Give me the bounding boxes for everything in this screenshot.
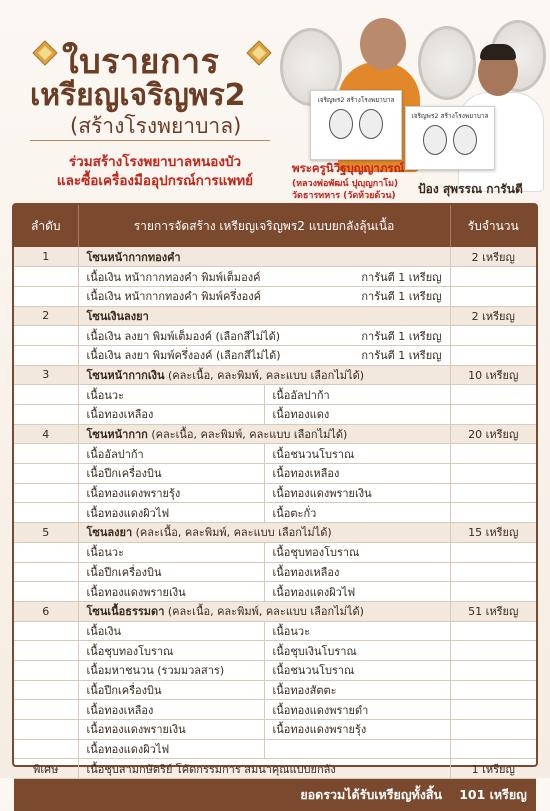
zone-name: โซนหน้ากากเงิน	[86, 368, 165, 382]
zone-number: 6	[14, 601, 78, 621]
item-name: เนื้อทองแดงพรายรุ้ง	[264, 720, 450, 740]
special-item: เนื้อชุบสามกษัตริย์ โค้ดกรรมการ สมนาคุณแบบยกลัง	[78, 759, 450, 779]
zone-header-row	[14, 247, 536, 267]
item-name: เนื้อทองแดง	[264, 405, 450, 425]
item-row	[14, 582, 536, 602]
item-name: เนื้อนวะ	[264, 621, 450, 641]
item-name: เนื้อปีกเครื่องบิน	[78, 562, 264, 582]
item-cell	[78, 286, 450, 306]
item-row	[14, 542, 536, 562]
total-row	[14, 779, 536, 811]
item-name: เนื้อมหาชนวน (รวมมวลสาร)	[78, 660, 264, 680]
item-name: เนื้อทองแดงพรายเงิน	[78, 720, 264, 740]
item-row	[14, 720, 536, 740]
zone-header-row	[14, 523, 536, 543]
header	[0, 0, 550, 200]
item-row	[14, 345, 536, 365]
monk-caption: พระครูนิวิฐบุญญาภรณ์	[292, 161, 405, 175]
card-title: เจริญพร2 สร้างโรงพยาบาล	[317, 96, 395, 104]
item-name: เนื้อทองแดงผิวไฟ	[264, 582, 450, 602]
zone-name: โซนลงยา	[86, 526, 133, 540]
item-row	[14, 483, 536, 503]
man-caption: ป้อง สุพรรณ การันตี	[418, 182, 523, 196]
header-item: รายการจัดสร้าง เหรียญเจริญพร2 แบบยกลังลุ้นเนื้อ	[78, 205, 450, 247]
card-title: เจริญพร2 สร้างโรงพยาบาล	[411, 112, 489, 120]
divider	[30, 140, 270, 141]
item-cell	[78, 345, 450, 365]
item-row	[14, 660, 536, 680]
zone-qty: 2 เหรียญ	[450, 306, 536, 326]
special-qty: 1 เหรียญ	[450, 759, 536, 779]
zone-name-cell	[78, 523, 450, 543]
item-name: เนื้อชุบทองโบราณ	[264, 542, 450, 562]
zone-qty: 15 เหรียญ	[450, 523, 536, 543]
item-guarantee: การันตี 1 เหรียญ	[361, 290, 442, 304]
item-name: เนื้อชุบเงินโบราณ	[264, 641, 450, 661]
header-no: ลำดับ	[14, 205, 78, 247]
item-name: เนื้อชนวนโบราณ	[264, 660, 450, 680]
zone-name-cell	[78, 365, 450, 385]
cta-line-1: ร่วมสร้างโรงพยาบาลหนองบัว	[68, 154, 242, 170]
item-row	[14, 385, 536, 405]
item-name: เนื้อทองแดงพรายเงิน	[78, 582, 264, 602]
page-subtitle: เหรียญเจริญพร2	[30, 78, 246, 113]
item-name	[264, 739, 450, 759]
total-label: ยอดรวมได้รับเหรียญทั้งสิ้น	[78, 779, 450, 811]
monk-head	[360, 18, 406, 70]
item-cell	[78, 267, 450, 287]
item-name: เนื้ออัลปาก้า	[264, 385, 450, 405]
monk-caption-3: วัดธารทหาร (วัดห้วยด้วน)	[292, 191, 396, 201]
zone-name-cell	[78, 601, 450, 621]
promo-photo	[280, 10, 550, 200]
zone-name-cell	[78, 247, 450, 267]
item-name: เนื้อตะกั่ว	[264, 503, 450, 523]
zone-name-cell	[78, 306, 450, 326]
page-subtitle-paren: (สร้างโรงพยาบาล)	[70, 114, 242, 138]
item-name: เนื้อเงิน หน้ากากทองคำ พิมพ์ครึ่งองค์	[86, 290, 261, 304]
zone-header-row	[14, 424, 536, 444]
zone-name: โซนเนื้อธรรมดา	[86, 605, 165, 619]
medal-back-icon	[453, 125, 477, 155]
item-name: เนื้อเงิน ลงยา พิมพ์ครึ่งองค์ (เลือกสีไม่ได้)	[86, 349, 281, 363]
item-row	[14, 464, 536, 484]
zone-name: โซนหน้ากาก	[86, 428, 148, 442]
monk-caption-2: (หลวงพ่อพัฒน์ ปุญฺญกาโม)	[292, 179, 399, 189]
zone-number: 4	[14, 424, 78, 444]
medal-front-icon	[329, 109, 353, 139]
item-name: เนื้อนวะ	[78, 542, 264, 562]
item-cell	[78, 326, 450, 346]
item-guarantee: การันตี 1 เหรียญ	[361, 349, 442, 363]
diamond-ornament-icon	[32, 40, 58, 66]
item-row	[14, 326, 536, 346]
item-name: เนื้อทองแดงผิวไฟ	[78, 503, 264, 523]
zone-name-cell	[78, 424, 450, 444]
item-name: เนื้อปีกเครื่องบิน	[78, 464, 264, 484]
item-row	[14, 739, 536, 759]
item-name: เนื้อชนวนโบราณ	[264, 444, 450, 464]
item-name: เนื้อชุบทองโบราณ	[78, 641, 264, 661]
special-label: พิเศษ	[14, 759, 78, 779]
zone-number: 3	[14, 365, 78, 385]
item-row	[14, 700, 536, 720]
item-name: เนื้อทองเหลือง	[78, 700, 264, 720]
zone-number: 1	[14, 247, 78, 267]
item-guarantee: การันตี 1 เหรียญ	[361, 270, 442, 284]
zone-header-row	[14, 601, 536, 621]
item-name: เนื้อทองแดงผิวไฟ	[78, 739, 264, 759]
zone-note: (คละเนื้อ, คละพิมพ์, คละแบบ เลือกไม่ได้)	[147, 428, 348, 442]
medal-image	[418, 26, 476, 100]
item-name: เนื้ออัลปาก้า	[78, 444, 264, 464]
zone-header-row	[14, 306, 536, 326]
zone-qty: 20 เหรียญ	[450, 424, 536, 444]
item-name: เนื้อทองเหลือง	[264, 464, 450, 484]
item-row	[14, 621, 536, 641]
item-guarantee: การันตี 1 เหรียญ	[361, 329, 442, 343]
cta-line-2: และซื้อเครื่องมืออุปกรณ์การแพทย์	[56, 173, 254, 189]
zone-note: (คละเนื้อ, คละพิมพ์, คละแบบ เลือกไม่ได้)	[164, 605, 364, 619]
item-row	[14, 503, 536, 523]
item-row	[14, 405, 536, 425]
header-qty: รับจำนวน	[450, 205, 536, 247]
medal-card	[405, 106, 495, 170]
zone-qty: 10 เหรียญ	[450, 365, 536, 385]
zone-note: (คละเนื้อ, คละพิมพ์, คละแบบ เลือกไม่ได้)	[132, 526, 332, 540]
item-name: เนื้อทองเหลือง	[264, 562, 450, 582]
item-row	[14, 641, 536, 661]
item-row	[14, 267, 536, 287]
item-name: เนื้อทองเหลือง	[78, 405, 264, 425]
item-name: เนื้อทองแดงพรายรุ้ง	[78, 483, 264, 503]
item-row	[14, 680, 536, 700]
zone-qty: 51 เหรียญ	[450, 601, 536, 621]
item-name: เนื้อทองแดงพรายเงิน	[264, 483, 450, 503]
item-name: เนื้อเงิน ลงยา พิมพ์เต็มองค์ (เลือกสีไม่ได้)	[86, 329, 281, 343]
medal-list-table	[12, 203, 538, 802]
item-name: เนื้อเงิน หน้ากากทองคำ พิมพ์เต็มองค์	[86, 270, 261, 284]
zone-name: โซนเงินลงยา	[86, 309, 149, 323]
total-qty: 101 เหรียญ	[450, 779, 536, 811]
page-title: ใบรายการ	[62, 42, 220, 82]
item-name: เนื้อปีกเครื่องบิน	[78, 680, 264, 700]
zone-header-row	[14, 365, 536, 385]
item-row	[14, 286, 536, 306]
man-hair	[480, 44, 516, 60]
item-row	[14, 562, 536, 582]
medal-front-icon	[423, 125, 447, 155]
zone-number: 2	[14, 306, 78, 326]
special-row	[14, 759, 536, 779]
zone-qty: 2 เหรียญ	[450, 247, 536, 267]
zone-note: (คละเนื้อ, คละพิมพ์, คละแบบ เลือกไม่ได้)	[164, 368, 365, 382]
zone-name: โซนหน้ากากทองคำ	[86, 250, 181, 264]
medal-back-icon	[359, 109, 383, 139]
item-name: เนื้อทองแดงพรายดำ	[264, 700, 450, 720]
item-name: เนื้อทองสัตตะ	[264, 680, 450, 700]
medal-card	[310, 90, 402, 160]
item-name: เนื้อเงิน	[78, 621, 264, 641]
item-row	[14, 444, 536, 464]
zone-number: 5	[14, 523, 78, 543]
diamond-ornament-icon	[246, 40, 272, 66]
item-name: เนื้อนวะ	[78, 385, 264, 405]
table-header-row	[14, 205, 536, 247]
